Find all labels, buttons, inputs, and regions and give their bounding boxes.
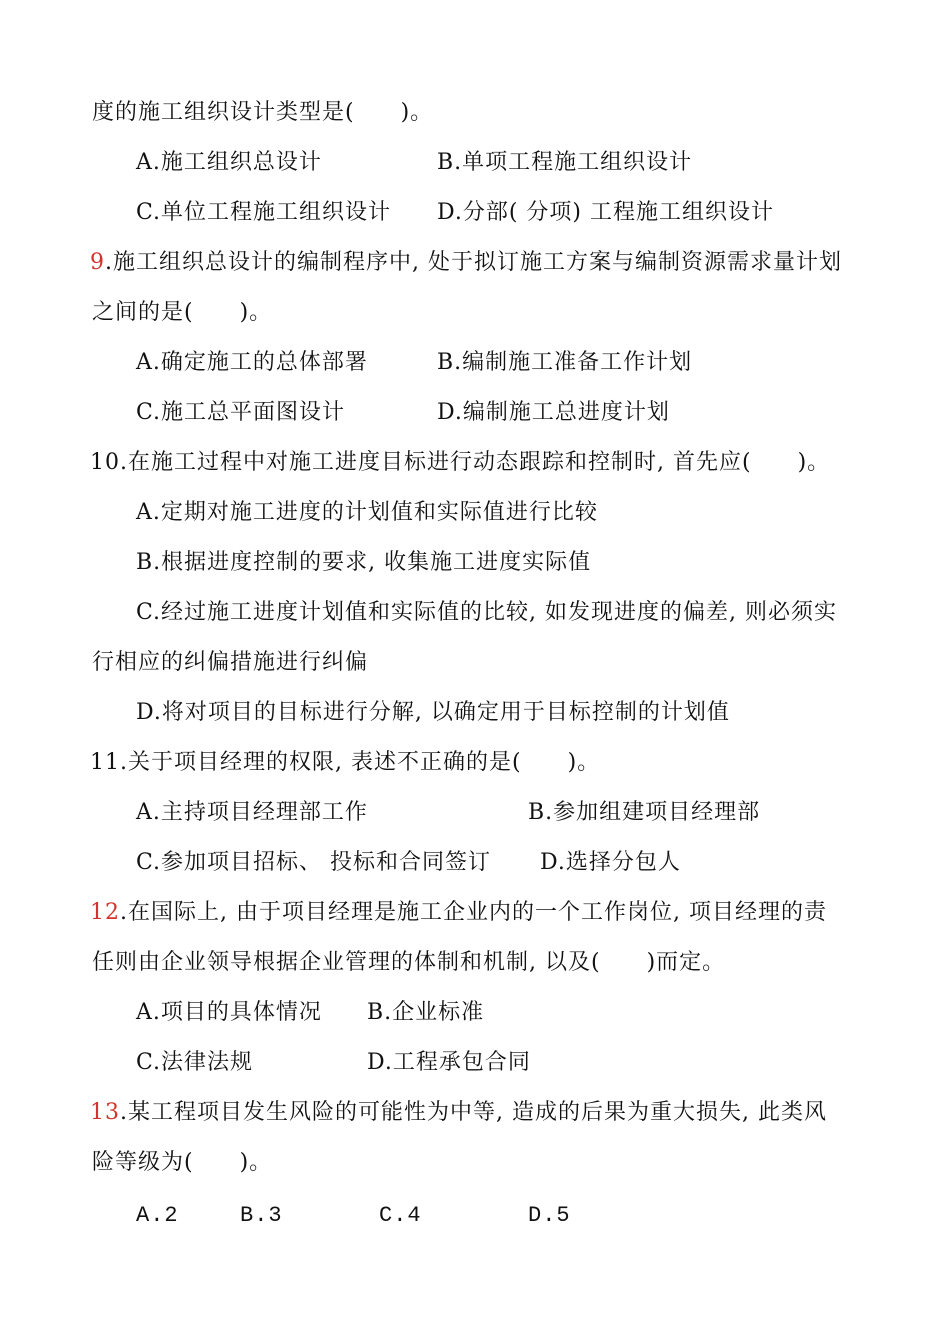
option-b: B.编制施工准备工作计划 xyxy=(437,350,693,375)
option-b: B.根据进度控制的要求, 收集施工进度实际值 xyxy=(136,550,592,575)
question-number: 10 xyxy=(90,450,120,475)
option-a: A.2 xyxy=(136,1203,179,1228)
option-c-continuation: 行相应的纠偏措施进行纠偏 xyxy=(92,650,369,675)
question-13-continuation: 险等级为( )。 xyxy=(92,1150,273,1175)
option-c: C.经过施工进度计划值和实际值的比较, 如发现进度的偏差, 则必须实 xyxy=(136,600,838,625)
option-c: C.参加项目招标、 投标和合同签订 xyxy=(136,850,492,875)
question-text: .在国际上, 由于项目经理是施工企业内的一个工作岗位, 项目经理的责 xyxy=(120,900,827,925)
option-b: B.单项工程施工组织设计 xyxy=(437,150,693,175)
question-text: .某工程项目发生风险的可能性为中等, 造成的后果为重大损失, 此类风 xyxy=(120,1100,827,1125)
question-10 xyxy=(90,449,830,477)
option-b: B.3 xyxy=(240,1203,283,1228)
option-a: A.确定施工的总体部署 xyxy=(136,350,368,375)
option-b: B.企业标准 xyxy=(367,1000,485,1025)
option-d: D.5 xyxy=(528,1203,571,1228)
question-9 xyxy=(90,249,842,277)
option-d: D.将对项目的目标进行分解, 以确定用于目标控制的计划值 xyxy=(136,700,730,725)
question-9-continuation: 之间的是( )。 xyxy=(92,300,273,325)
option-d: D.分部( 分项) 工程施工组织设计 xyxy=(437,200,775,225)
option-a: A.项目的具体情况 xyxy=(136,1000,322,1025)
question-13 xyxy=(90,1099,827,1127)
question-number: 11 xyxy=(90,750,120,775)
option-c: C.施工总平面图设计 xyxy=(136,400,346,425)
option-d: D.编制施工总进度计划 xyxy=(437,400,670,425)
option-b: B.参加组建项目经理部 xyxy=(528,800,761,825)
option-d: D.选择分包人 xyxy=(540,850,681,875)
option-c: C.4 xyxy=(379,1203,422,1228)
option-a: A.主持项目经理部工作 xyxy=(136,800,368,825)
question-11 xyxy=(90,749,600,777)
option-a: A.定期对施工进度的计划值和实际值进行比较 xyxy=(136,500,598,525)
question-text: .关于项目经理的权限, 表述不正确的是( )。 xyxy=(120,750,601,775)
question-12-continuation: 任则由企业领导根据企业管理的体制和机制, 以及( )而定。 xyxy=(92,950,726,975)
question-number: 13 xyxy=(90,1100,120,1125)
question-number: 9 xyxy=(90,250,105,275)
question-12 xyxy=(90,899,827,927)
question-number: 12 xyxy=(90,900,120,925)
option-c: C.法律法规 xyxy=(136,1050,254,1075)
option-c: C.单位工程施工组织设计 xyxy=(136,200,392,225)
option-d: D.工程承包合同 xyxy=(367,1050,531,1075)
option-a: A.施工组织总设计 xyxy=(136,150,322,175)
question-8-continuation: 度的施工组织设计类型是( )。 xyxy=(92,100,434,125)
question-text: .在施工过程中对施工进度目标进行动态跟踪和控制时, 首先应( )。 xyxy=(120,450,831,475)
question-text: .施工组织总设计的编制程序中, 处于拟订施工方案与编制资源需求量计划 xyxy=(105,250,842,275)
